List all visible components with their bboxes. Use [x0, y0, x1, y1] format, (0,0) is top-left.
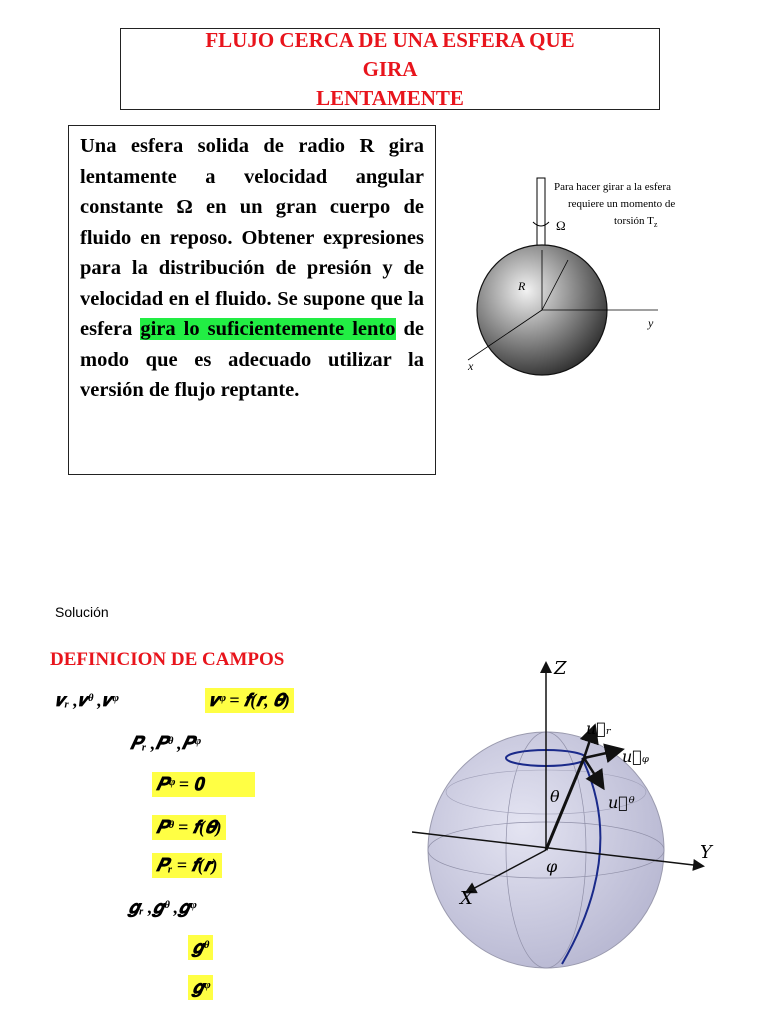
- v-phi-equation: 𝒗ᵠ = 𝒇(𝒓, 𝜽): [205, 688, 294, 713]
- problem-text-before: Una esfera solida de radio R gira lentamente a velocidad angular constante Ω en un gran cuerpo de fluido en reposo. Obtener expresiones para la distribución de presión y de velocidad en el fluido. Se supone que la esfera: [80, 135, 424, 340]
- velocity-components: 𝒗ᵣ ,𝒗ᶿ ,𝒗ᵠ: [55, 690, 118, 710]
- title-line-1: FLUJO CERCA DE UNA ESFERA QUE GIRA: [205, 27, 575, 81]
- g-phi-term: 𝒈ᵠ: [188, 975, 213, 1000]
- g-theta-term: 𝒈ᶿ: [188, 935, 213, 960]
- omega-label: Ω: [556, 218, 566, 233]
- pressure-components: 𝑷ᵣ ,𝑷ᶿ ,𝑷ᵠ: [130, 733, 200, 753]
- page-title: [180, 26, 600, 113]
- spherical-coordinates-figure: [412, 652, 742, 992]
- u-theta-label: u⃗ᶿ: [608, 793, 636, 812]
- u-phi-label: u⃗ᵩ: [622, 747, 649, 766]
- solution-label: Solución: [55, 604, 109, 620]
- problem-text-after: de modo que es adecuado utilizar la versión de flujo reptante.: [80, 318, 424, 401]
- section-title: DEFINICION DE CAMPOS: [50, 649, 285, 670]
- phi-label: φ: [546, 857, 558, 876]
- y-axis-label-2: Y: [700, 842, 712, 863]
- p-phi-equation: 𝑷ᵠ = 𝟎: [152, 772, 255, 797]
- title-line-2: LENTAMENTE: [316, 85, 464, 110]
- p-r-equation: 𝑷ᵣ = 𝒇(𝒓): [152, 853, 222, 878]
- u-r-label: u⃗ᵣ: [586, 719, 612, 738]
- problem-box: [68, 125, 436, 475]
- caption-line-3: torsión $T_z$: [614, 215, 658, 229]
- problem-highlight: gira lo suficientemente lento: [140, 318, 396, 340]
- title-box: [120, 28, 660, 110]
- z-axis-label-2: Z: [554, 658, 567, 679]
- caption-line-2: requiere un momento de: [568, 198, 676, 210]
- x-axis-label: x: [468, 359, 474, 373]
- gravity-components: 𝒈ᵣ ,𝒈ᶿ ,𝒈ᵠ: [128, 897, 196, 917]
- x-axis-label-2: X: [460, 888, 473, 909]
- radius-label: R: [518, 279, 526, 293]
- y-axis-label: y: [648, 316, 654, 330]
- p-theta-equation: 𝑷ᶿ = 𝒇(𝜽): [152, 815, 226, 840]
- rotating-sphere-figure: [458, 170, 758, 380]
- caption-line-1: Para hacer girar a la esfera: [554, 181, 671, 193]
- theta-label: θ: [550, 787, 560, 806]
- problem-statement: [80, 131, 424, 406]
